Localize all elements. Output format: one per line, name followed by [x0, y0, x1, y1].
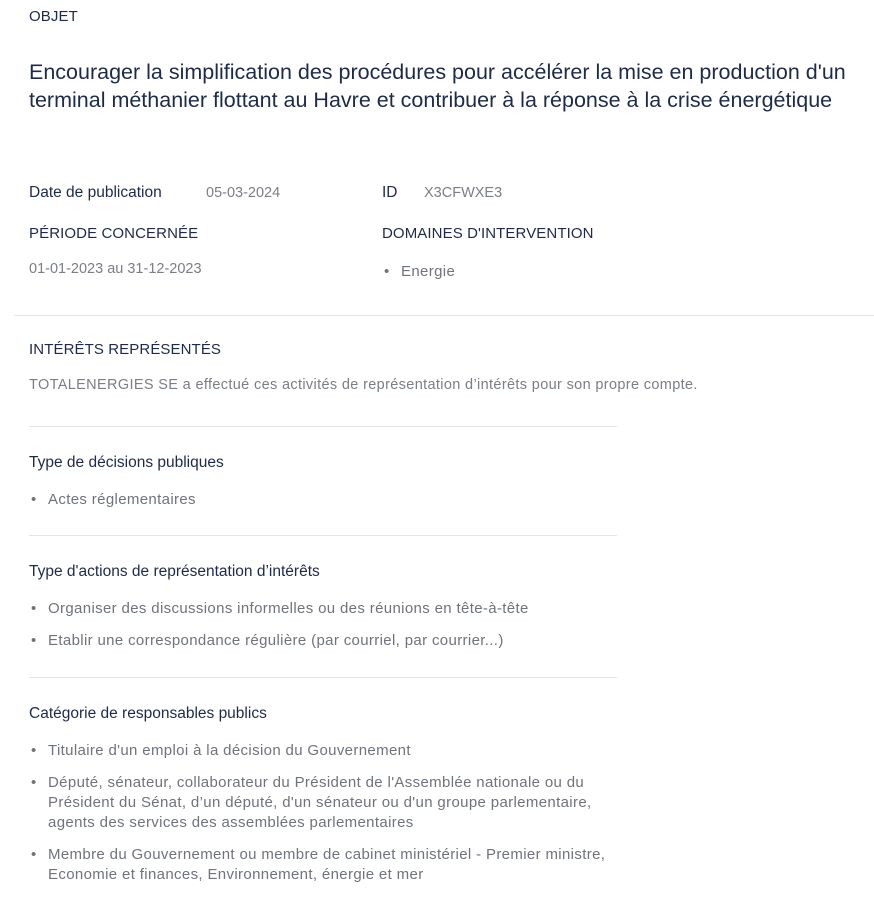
domaine-item-label: Energie [401, 263, 456, 280]
date-publication-value: 05-03-2024 [206, 185, 281, 201]
action-item-label: Organiser des discussions informelles ou des réunions en tête-à-tête [48, 600, 529, 617]
responsable-item-label: Membre du Gouvernement ou membre de cabinet ministériel - Premier ministre, Economie et finances, Environnement, énergie et mer [48, 846, 606, 883]
bullet-icon: • [31, 742, 37, 759]
bullet-icon: • [31, 846, 37, 863]
date-publication-label: Date de publication [29, 184, 162, 201]
domaine-item [384, 262, 455, 282]
interets-text: TOTALENERGIES SE a effectué ces activités de représentation d’intérêts pour son propre compte. [29, 377, 698, 393]
responsable-item [31, 773, 606, 833]
decision-item [31, 490, 196, 510]
action-item [31, 631, 504, 651]
action-item [31, 599, 529, 619]
periode-label: PÉRIODE CONCERNÉE [29, 225, 199, 242]
actions-heading: Type d'actions de représentation d’intérêts [29, 563, 320, 580]
domaines-label: DOMAINES D'INTERVENTION [382, 225, 594, 242]
bullet-icon: • [31, 600, 37, 617]
action-item-label: Etablir une correspondance régulière (par courriel, par courrier...) [48, 632, 504, 649]
responsable-item-label: Titulaire d'un emploi à la décision du Gouvernement [48, 742, 411, 759]
id-value: X3CFWXE3 [424, 185, 503, 201]
responsable-item [31, 845, 606, 885]
objet-label: OBJET [29, 8, 78, 25]
section-divider [29, 426, 617, 427]
periode-value: 01-01-2023 au 31-12-2023 [29, 261, 202, 277]
responsable-item [31, 741, 608, 761]
decisions-heading: Type de décisions publiques [29, 454, 224, 471]
responsable-item-label: Député, sénateur, collaborateur du Président de l'Assemblée nationale ou du Président du Sénat, d’un député, d'un sénateur ou d'un groupe parlementaire, agents des services des assemblées parlementaires [48, 774, 592, 831]
id-label: ID [382, 184, 398, 201]
bullet-icon: • [31, 632, 37, 649]
interets-label: INTÉRÊTS REPRÉSENTÉS [29, 341, 222, 358]
bullet-icon: • [31, 491, 37, 508]
responsables-heading: Catégorie de responsables publics [29, 705, 267, 722]
bullet-icon: • [384, 263, 390, 280]
bullet-icon: • [31, 774, 37, 791]
decision-item-label: Actes réglementaires [48, 491, 196, 508]
section-divider [29, 677, 617, 678]
section-divider [29, 535, 617, 536]
objet-title: Encourager la simplification des procédures pour accélérer la mise en production d'un terminal méthanier flottant au Havre et contribuer à la réponse à la crise énergétique [29, 60, 846, 112]
section-divider [14, 315, 874, 316]
